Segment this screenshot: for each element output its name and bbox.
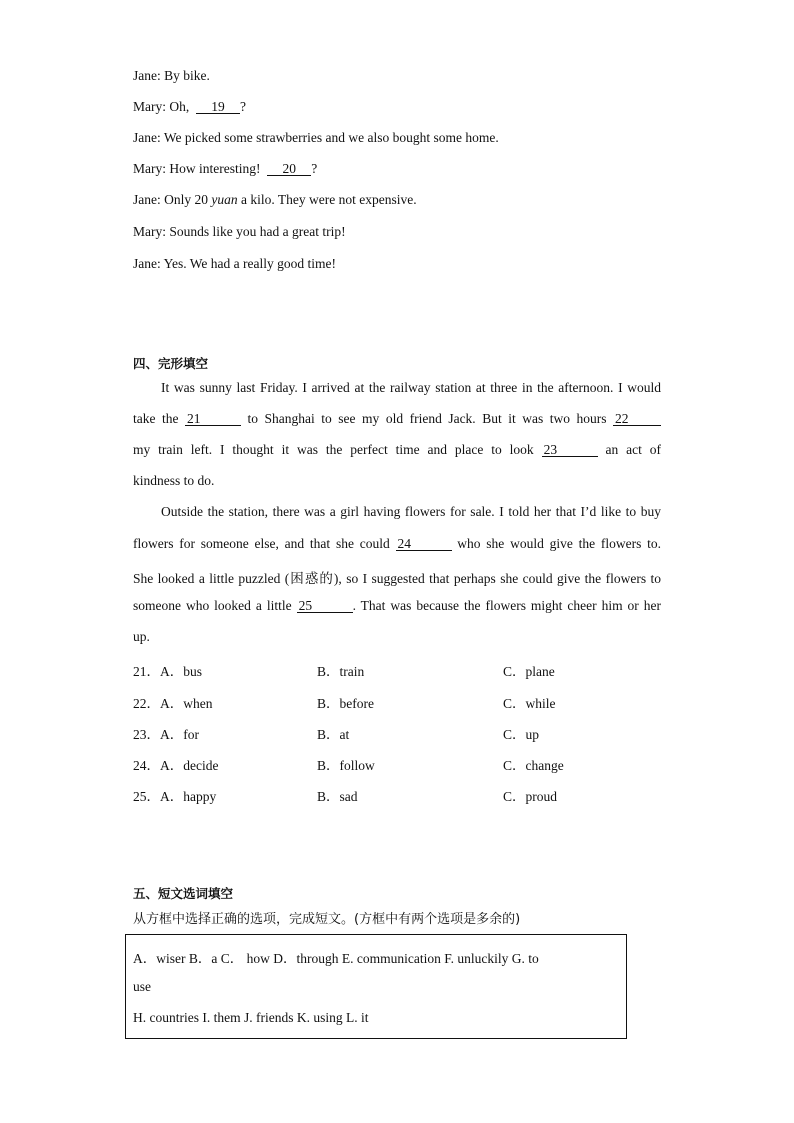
blank-21[interactable]: 21 — [185, 412, 241, 426]
option-b[interactable]: B．at — [317, 727, 350, 742]
section-heading: 四、完形填空 — [133, 356, 209, 371]
dialogue-line: Jane: Yes. We had a really good time! — [133, 256, 337, 271]
dialogue-line: Jane: We picked some strawberries and we also bought some home. — [133, 130, 499, 145]
option-a[interactable]: A．for — [160, 727, 199, 742]
dialogue-line: Mary: Oh, 19 ? — [133, 99, 246, 114]
option-b[interactable]: B．before — [317, 696, 374, 711]
blank-23[interactable]: 23 — [542, 443, 598, 457]
passage-line: kindness to do. — [133, 473, 215, 488]
blank-24[interactable]: 24 — [396, 537, 452, 551]
dialogue-line: Jane: By bike. — [133, 68, 210, 83]
question-number: 23． — [133, 727, 160, 742]
section-heading: 五、短文选词填空 — [133, 886, 234, 901]
question-number: 25． — [133, 789, 160, 804]
dialogue-line: Mary: Sounds like you had a great trip! — [133, 224, 346, 239]
instruction-text: 从方框中选择正确的选项，完成短文。(方框中有两个选项是多余的) — [133, 912, 521, 927]
option-a[interactable]: A．when — [160, 696, 213, 711]
option-c[interactable]: C．proud — [503, 789, 557, 804]
blank-25[interactable]: 25 — [297, 599, 353, 613]
dialogue-line: Jane: Only 20 yuan a kilo. They were not expensive. — [133, 192, 417, 207]
option-c[interactable]: C．plane — [503, 664, 555, 679]
option-a[interactable]: A．happy — [160, 789, 217, 804]
option-a[interactable]: A．decide — [160, 758, 219, 773]
passage-line: take the 21 to Shanghai to see my old friend Jack. But it was two hours 22 — [133, 411, 661, 427]
passage-line: She looked a little puzzled (困惑的), so I suggested that perhaps she could give the flowers to — [133, 571, 661, 586]
option-a[interactable]: A．bus — [160, 664, 203, 679]
blank-19[interactable]: 19 — [196, 100, 240, 114]
passage-line: It was sunny last Friday. I arrived at the railway station at three in the afternoon. I would — [161, 380, 661, 395]
dialogue-line: Mary: How interesting! 20 ? — [133, 161, 318, 176]
option-b[interactable]: B．sad — [317, 789, 358, 804]
blank-22[interactable]: 22 — [613, 412, 661, 426]
passage-line: someone who looked a little 25 . That was because the flowers might cheer him or her — [133, 598, 662, 613]
word-bank-line: use — [133, 979, 151, 994]
option-c[interactable]: C．while — [503, 696, 556, 711]
question-number: 21． — [133, 664, 160, 679]
question-number: 22． — [133, 696, 160, 711]
passage-line: up. — [133, 629, 150, 644]
option-b[interactable]: B．follow — [317, 758, 375, 773]
blank-20[interactable]: 20 — [267, 162, 311, 176]
option-b[interactable]: B．train — [317, 664, 365, 679]
word-bank-box — [125, 934, 627, 1039]
option-c[interactable]: C．change — [503, 758, 564, 773]
passage-line: Outside the station, there was a girl having flowers for sale. I told her that I’d like to buy — [161, 504, 661, 519]
passage-line: flowers for someone else, and that she could 24 who she would give the flowers to. — [133, 536, 662, 551]
word-bank-line: A．wiser B．a C． how D．through E. communication F. unluckily G. to — [133, 951, 539, 966]
question-number: 24． — [133, 758, 160, 773]
word-bank-line: H. countries I. them J. friends K. using L. it — [133, 1010, 369, 1025]
option-c[interactable]: C．up — [503, 727, 540, 742]
passage-line: my train left. I thought it was the perfect time and place to look 23 an act of — [133, 442, 661, 457]
